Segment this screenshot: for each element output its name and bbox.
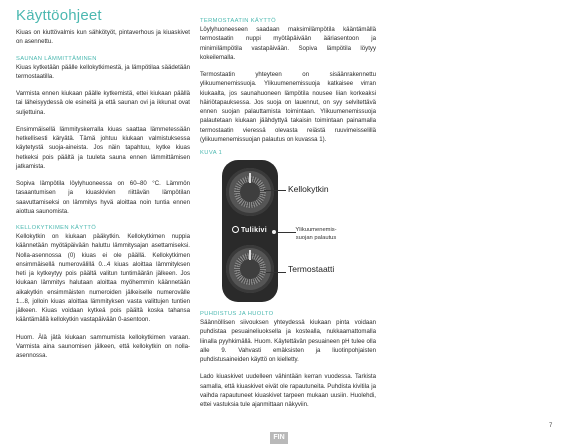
control-panel: [222, 160, 278, 302]
page-title: Käyttöohjeet: [16, 7, 102, 24]
timer-knob-cap: [240, 182, 260, 202]
paragraph-temperature: Sopiva lämpötila löylyhuoneessa on 60–80 °C. Lämmön tasaantumisen ja kiuaskivien riittävän lämpötilan saavuttamiseksi on lämmitys hyvä aloittaa noin tuntia ennen aiottua saunomista.: [16, 180, 190, 215]
right-column: [200, 17, 376, 158]
thermostat-knob: [226, 245, 274, 293]
paragraph-first-heating: Ensimmäisellä lämmityskerralla kiuas saattaa lämmetessään hetkellisesti käryätä. Tämä johtuu kiukaan valmistuksessa käytetystä suoja-aineista. Jos näin tapahtuu, kytke kiuas hetkeksi pois päältä ja tuuleta sauna ennen lämmittämisen jatkamista.: [16, 125, 190, 170]
heading-sauna-heating: SAUNAN LÄMMITTÄMINEN: [16, 55, 97, 62]
reset-callout-line-2: suojan palautus: [295, 235, 337, 241]
thermostat-knob-indicator: [249, 250, 251, 260]
thermostat-callout: Termostaatti: [288, 264, 335, 274]
timer-leader-line: [264, 190, 286, 191]
brand-logo: [232, 226, 267, 234]
paragraph-stones: Lado kiuaskivet uudelleen vähintään kerran vuodessa. Tarkista samalla, että kiuaskivet eivät ole rapautuneita. Puhdista kivitila ja vaihda rapautuneet kiuaskivet tarpeen mukaan uusiin. Huolehdi, ettei vastuksia tule ajanmittaan näkyviin.: [200, 373, 376, 408]
heading-timer-use: KELLOKYTKIMEN KÄYTTÖ: [16, 225, 97, 231]
paragraph-timer: Kellokytkin on kiukaan pääkytkin. Kellokytkimen nuppia käännetään myötäpäivään haluttu lämmitysajan asettamiseksi. Nolla-asennossa (0) kiuas ei ole päällä. Kellokytkimen ensimmäisellä numerovälillä 0...4 kiuas aloittaa lämmityksen heti ja kytkeytyy pois päältä valitun tuntimäärän jälkeen. Jos kiukaan lämmitys halutaan aloittaa myöhemmin käännetään aikakytkin ensimmäisten numeroiden jälkeiselle numerovälle 1...8, jolloin kiuas aloittaa lämmityksen vasta valittujen tuntien jälkeen. Kiuas voidaan kytkeä pois päältä koska tahansa kääntämällä kellokytkin vastapäivään 0-asentoon.: [16, 233, 190, 324]
timer-callout: Kellokytkin: [288, 184, 329, 194]
paragraph-before-switching: Varmista ennen kiukaan päälle kytkemistä, ettei kiukaan päällä tai läheisyydessä ole esineitä ja että saunan ovi ja ikkunat ovat suljettuina.: [16, 90, 190, 116]
paragraph-thermostat: Löylyhuoneeseen saadaan maksimilämpötila kääntämällä termostaatin nuppi myötäpäivään ääriasentoon ja minimilämpötila vastapäivään. Sopiva lämpötila löytyy kokeilemalla.: [200, 26, 376, 61]
reset-callout-line-1: Ylikuumenemis-: [295, 227, 337, 233]
figure-label: KUVA 1: [200, 150, 223, 156]
paragraph-timer-note: Huom. Älä jätä kiukaan sammumista kellokytkimen varaan. Varmista aina saunomisen jälkeen, että kellokytkin on nolla-asennossa.: [16, 333, 190, 359]
timer-knob: [226, 168, 274, 216]
control-panel-figure: [200, 158, 380, 308]
paragraph-cleaning: Säännöllisen siivouksen yhteydessä kiukaan pinta voidaan puhdistaa pesuaineliuoksella ja kostealla, nukkaamattomalla liinalla pyyhkimällä. Huom. Käytettävän pesuaineen pH tulee olla alle 9. Vahvasti emäksisten ja liuotinpohjaisten puhdistusaineiden käyttö on kielletty.: [200, 319, 376, 363]
heading-cleaning: PUHDISTUS JA HUOLTO: [200, 311, 274, 317]
timer-knob-indicator: [249, 173, 251, 183]
heading-thermostat-use: TERMOSTAATIN KÄYTTÖ: [200, 18, 276, 24]
thermostat-knob-cap: [240, 259, 260, 279]
left-column: [16, 28, 190, 368]
intro-paragraph: Kiuas on kiuttövalmis kun sähkötyöt, pintaverhous ja kiuaskivet on asennettu.: [16, 29, 190, 46]
thermostat-leader-line: [266, 272, 286, 273]
page-number: 7: [549, 423, 553, 429]
paragraph-switch-on: Kiuas kytketään päälle kellokytkimestä, ja lämpötilaa säädetään termostaatilla.: [16, 63, 190, 80]
right-column-lower: [200, 310, 376, 417]
reset-callout: [292, 226, 340, 242]
paragraph-overheat-protection: Termostaatin yhteyteen on sisäänrakennettu ylikuumenemissuoja. Ylikuumenemissuoja katkaisee virran kiukaalta, jos saunahuoneen lämpötila nousee liian korkeaksi häiriötapauksessa. Jos suoja on lauennut, on syy selvitettävä ennen suojan palauttamista toimintaan. Ylikuumenemissuoja palautetaan kiukaan jäähdyttyä takaisin toimintaan painamalla termostaatin vieressä olevasta reiästä ruuvimeisselillä (ylikuumenemissuojan palautus on kuvassa 1).: [200, 71, 376, 143]
brand-name: Tulikivi: [241, 227, 267, 234]
brand-mark-icon: [232, 226, 239, 233]
language-tab: FIN: [270, 432, 288, 444]
